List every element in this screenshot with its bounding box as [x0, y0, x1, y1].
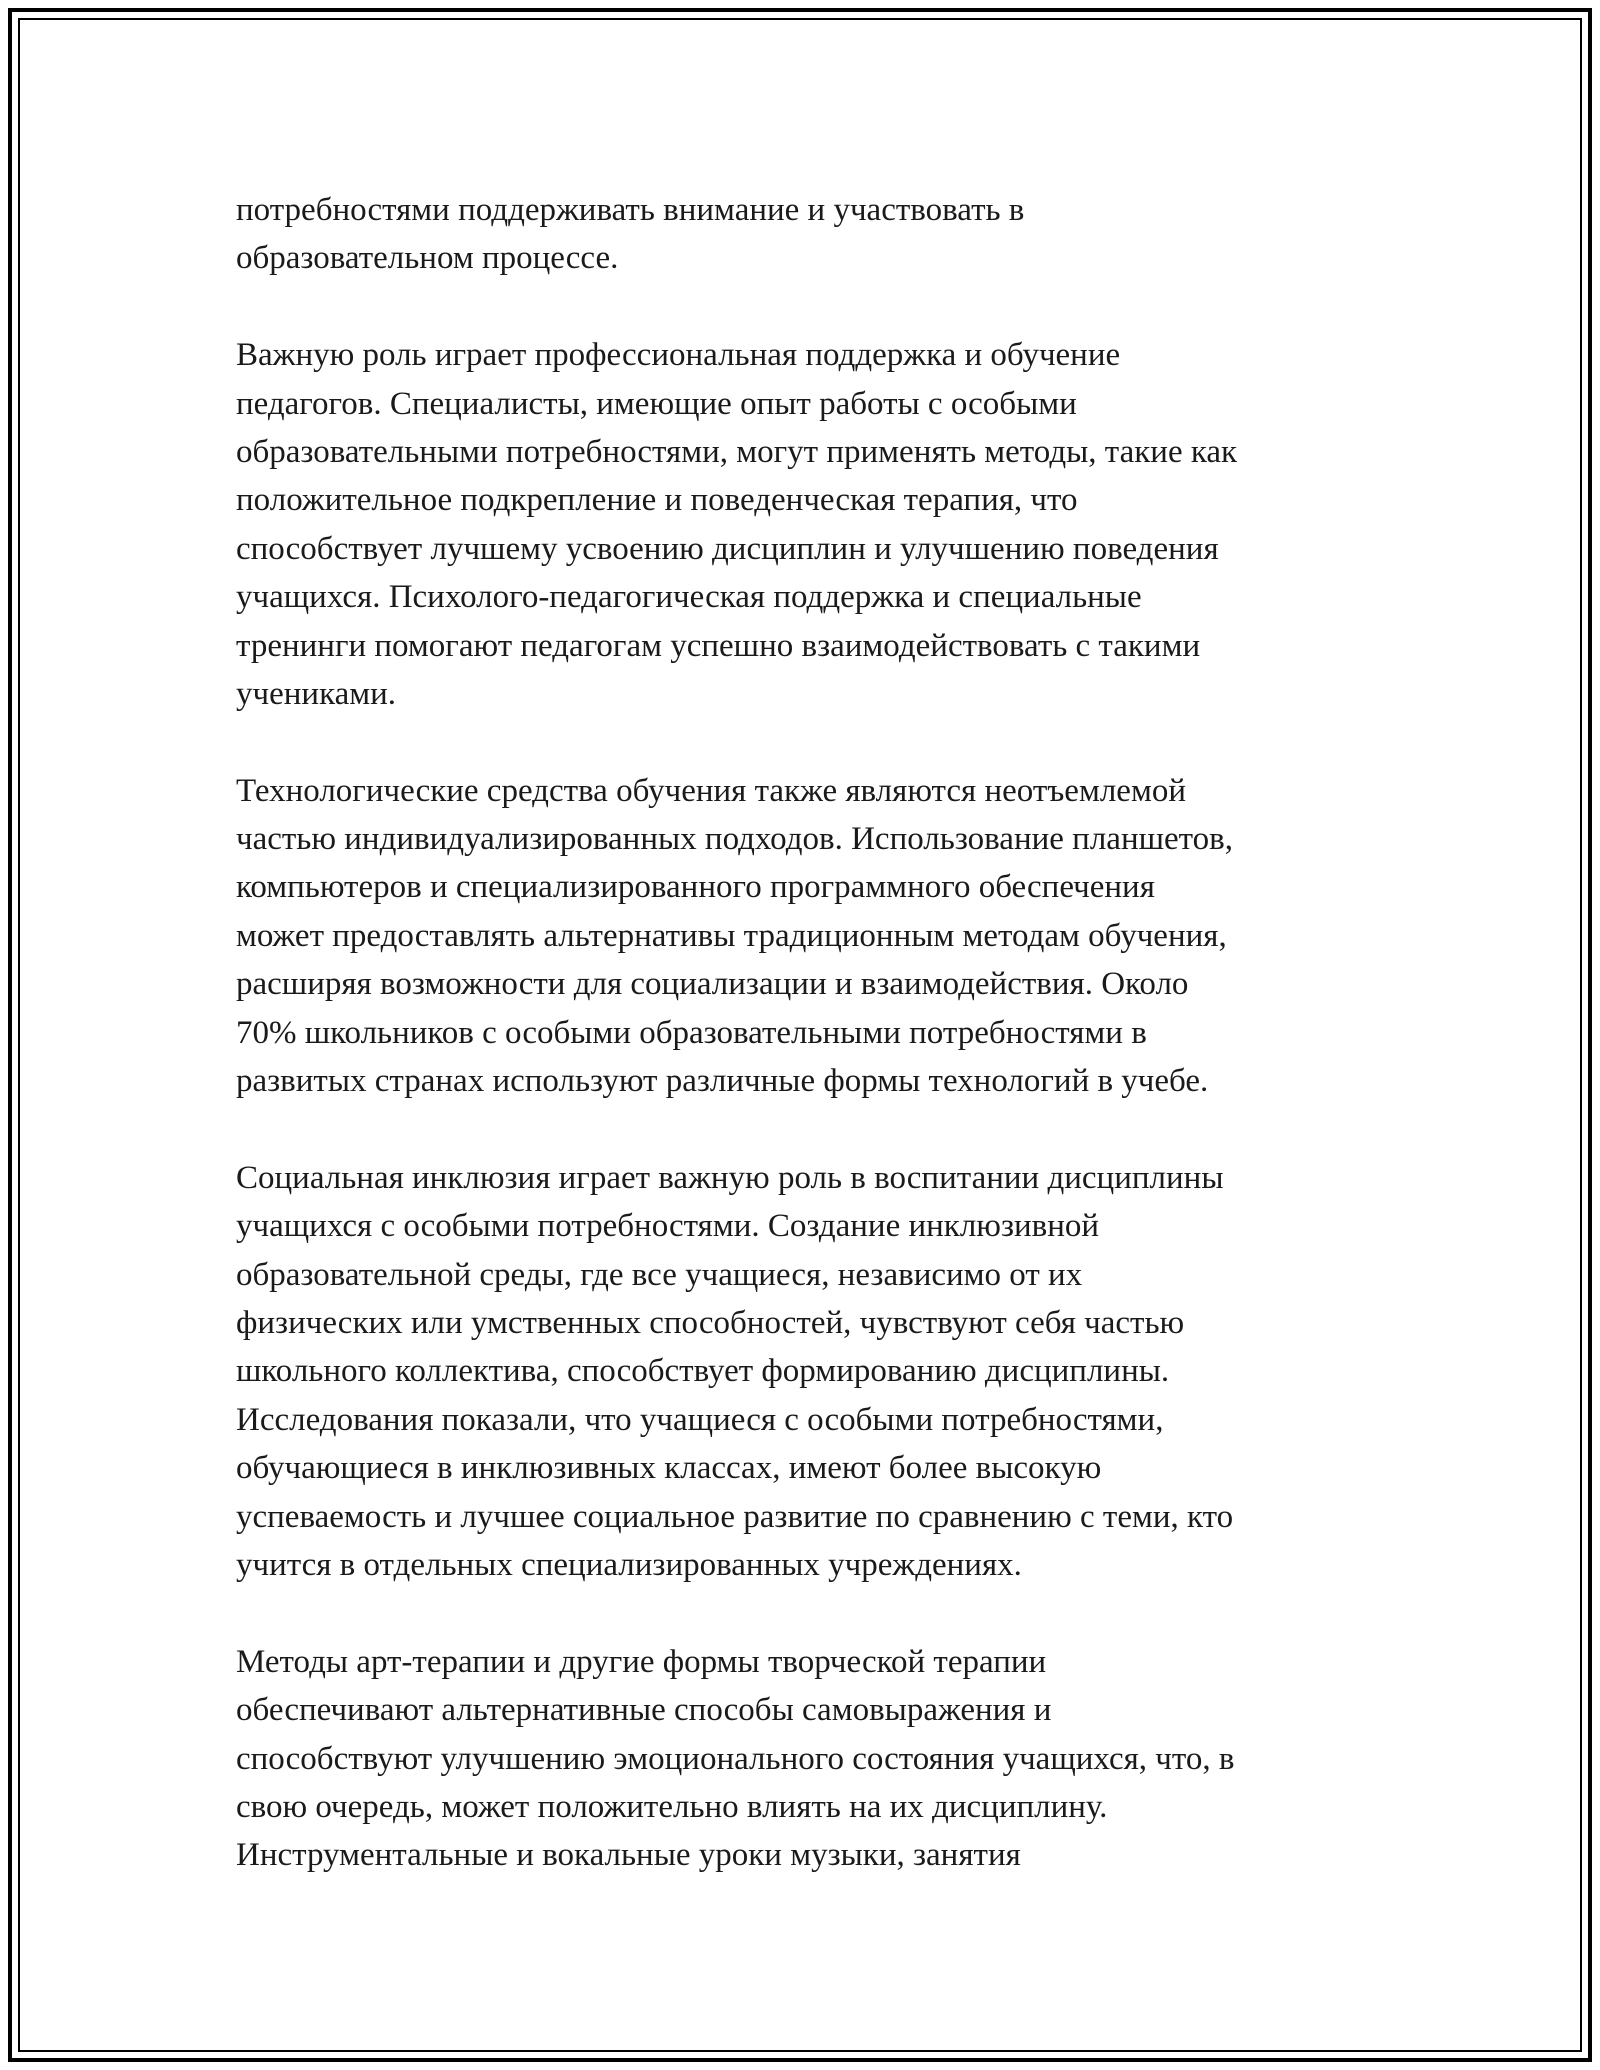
text-line: потребностями поддерживать внимание и участвовать в [236, 192, 1025, 228]
text-line: образовательной среды, где все учащиеся, независимо от их [236, 1256, 1083, 1293]
text-line: положительное подкрепление и поведенческая терапия, что [236, 482, 1078, 519]
paragraph-4 [236, 1154, 1366, 1590]
document-body [236, 186, 1366, 1928]
text-line: Социальная инклюзия играет важную роль в воспитании дисциплины [236, 1159, 1224, 1196]
text-line: Исследования показали, что учащиеся с особыми потребностями, [236, 1401, 1164, 1438]
text-line: способствуют улучшению эмоционального состояния учащихся, что, в [236, 1740, 1235, 1777]
text-line: образовательном процессе. [236, 240, 619, 277]
text-line: успеваемость и лучшее социальное развитие по сравнению с теми, кто [236, 1498, 1234, 1535]
text-line: образовательными потребностями, могут применять методы, такие как [236, 433, 1238, 470]
text-line: 70% школьников с особыми образовательными потребностями в [236, 1014, 1147, 1051]
text-line: учится в отдельных специализированных учреждениях. [236, 1546, 1022, 1583]
text-line: компьютеров и специализированного программного обеспечения [236, 869, 1155, 906]
text-line: учащихся. Психолого-педагогическая поддержка и специальные [236, 579, 1142, 616]
text-line: свою очередь, может положительно влиять на их дисциплину. [236, 1788, 1108, 1825]
text-line: обучающиеся в инклюзивных классах, имеют более высокую [236, 1450, 1102, 1487]
text-line: учащихся с особыми потребностями. Создание инклюзивной [236, 1208, 1100, 1245]
paragraph-1 [236, 186, 1366, 283]
text-line: физических или умственных способностей, чувствуют себя частью [236, 1304, 1185, 1341]
text-line: способствует лучшему усвоению дисциплин и улучшению поведения [236, 530, 1219, 567]
text-line: Инструментальные и вокальные уроки музыки, занятия [236, 1837, 1021, 1874]
text-line: школьного коллектива, способствует формированию дисциплины. [236, 1353, 1170, 1390]
paragraph-5 [236, 1638, 1366, 1880]
text-line: Методы арт-терапии и другие формы творческой терапии [236, 1643, 1047, 1680]
text-line: может предоставлять альтернативы традиционным методам обучения, [236, 917, 1227, 954]
text-line: Технологические средства обучения также являются неотъемлемой [236, 772, 1186, 809]
text-line: педагогов. Специалисты, имеющие опыт работы с особыми [236, 385, 1077, 422]
paragraph-3 [236, 767, 1366, 1106]
paragraph-2 [236, 331, 1366, 718]
text-line: обеспечивают альтернативные способы самовыражения и [236, 1692, 1052, 1729]
text-line: Важную роль играет профессиональная поддержка и обучение [236, 337, 1121, 374]
text-line: частью индивидуализированных подходов. Использование планшетов, [236, 821, 1233, 858]
text-line: учениками. [236, 675, 397, 712]
text-line: расширяя возможности для социализации и взаимодействия. Около [236, 966, 1189, 1003]
text-line: развитых странах используют различные формы технологий в учебе. [236, 1063, 1209, 1100]
text-line: тренинги помогают педагогам успешно взаимодействовать с такими [236, 627, 1201, 664]
